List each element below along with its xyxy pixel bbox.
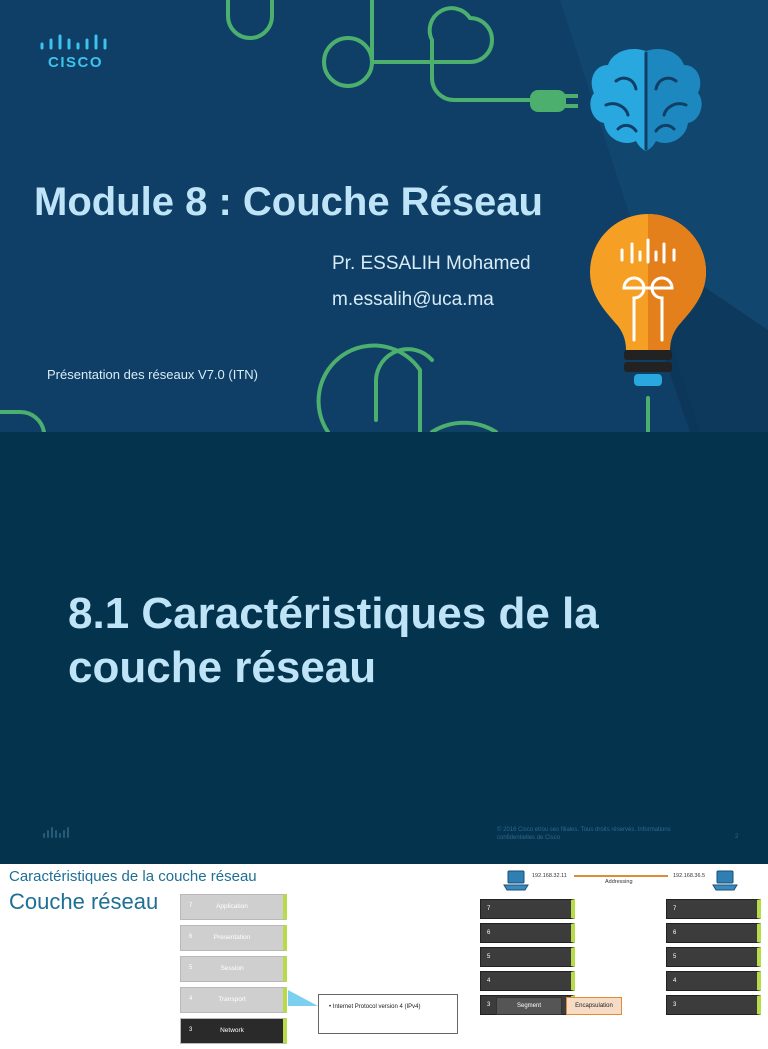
stack-layer: 6: [666, 923, 761, 943]
content-slide: [0, 864, 768, 1034]
course-subtitle: Présentation des réseaux V7.0 (ITN): [47, 367, 258, 382]
stack-layer: 4: [480, 971, 575, 991]
host-right-stack: [666, 899, 761, 1019]
slide-title: Module 8 : Couche Réseau: [34, 180, 543, 224]
cisco-bars-icon: [40, 34, 110, 54]
computer-icon: [503, 870, 529, 892]
section-slide: [0, 432, 768, 864]
slide-kicker: Caractéristiques de la couche réseau: [9, 868, 257, 885]
osi-layer: 6 Presentation: [180, 925, 287, 951]
osi-model-stack: [180, 894, 287, 1049]
addressing-arrow: [574, 875, 668, 877]
cisco-wordmark: CISCO: [48, 54, 104, 71]
stack-layer: 3: [480, 995, 575, 1015]
computer-icon: [712, 870, 738, 892]
callout-pointer: [288, 990, 318, 1006]
stack-layer: 7: [480, 899, 575, 919]
page-number: 2: [735, 834, 739, 840]
segment-box: Segment: [496, 997, 562, 1015]
host-right-ip: 192.168.36.5: [673, 873, 706, 879]
stack-layer: 5: [666, 947, 761, 967]
slide-heading: Couche réseau: [9, 889, 159, 914]
stack-layer: 7: [666, 899, 761, 919]
author-email: m.essalih@uca.ma: [332, 289, 494, 310]
title-slide: [0, 0, 768, 432]
stack-layer: 5: [480, 947, 575, 967]
osi-layer: 4 Transport: [180, 987, 287, 1013]
cisco-logo: [40, 34, 110, 70]
stack-layer: 3: [666, 995, 761, 1015]
stack-layer: 4: [666, 971, 761, 991]
stack-layer: 6: [480, 923, 575, 943]
protocol-callout: [318, 994, 458, 1034]
callout-item: • Internet Protocol version 4 (IPv4): [329, 1004, 421, 1010]
osi-layer-network: 3 Network: [180, 1018, 287, 1044]
osi-layer: 7 Application: [180, 894, 287, 920]
footer-copyright: © 2016 Cisco et/ou ses filiales. Tous droits réservés. Informations confidentielles de Cisco: [497, 827, 671, 841]
host-left-ip: 192.168.32.11: [532, 873, 567, 879]
cisco-footer-logo-icon: [42, 827, 72, 845]
osi-layer: 5 Session: [180, 956, 287, 982]
author-name: Pr. ESSALIH Mohamed: [332, 253, 531, 274]
addressing-label: Addressing: [605, 879, 633, 885]
encapsulation-box: Encapsulation: [566, 997, 622, 1015]
section-title: 8.1 Caractéristiques de la couche réseau: [68, 589, 599, 692]
